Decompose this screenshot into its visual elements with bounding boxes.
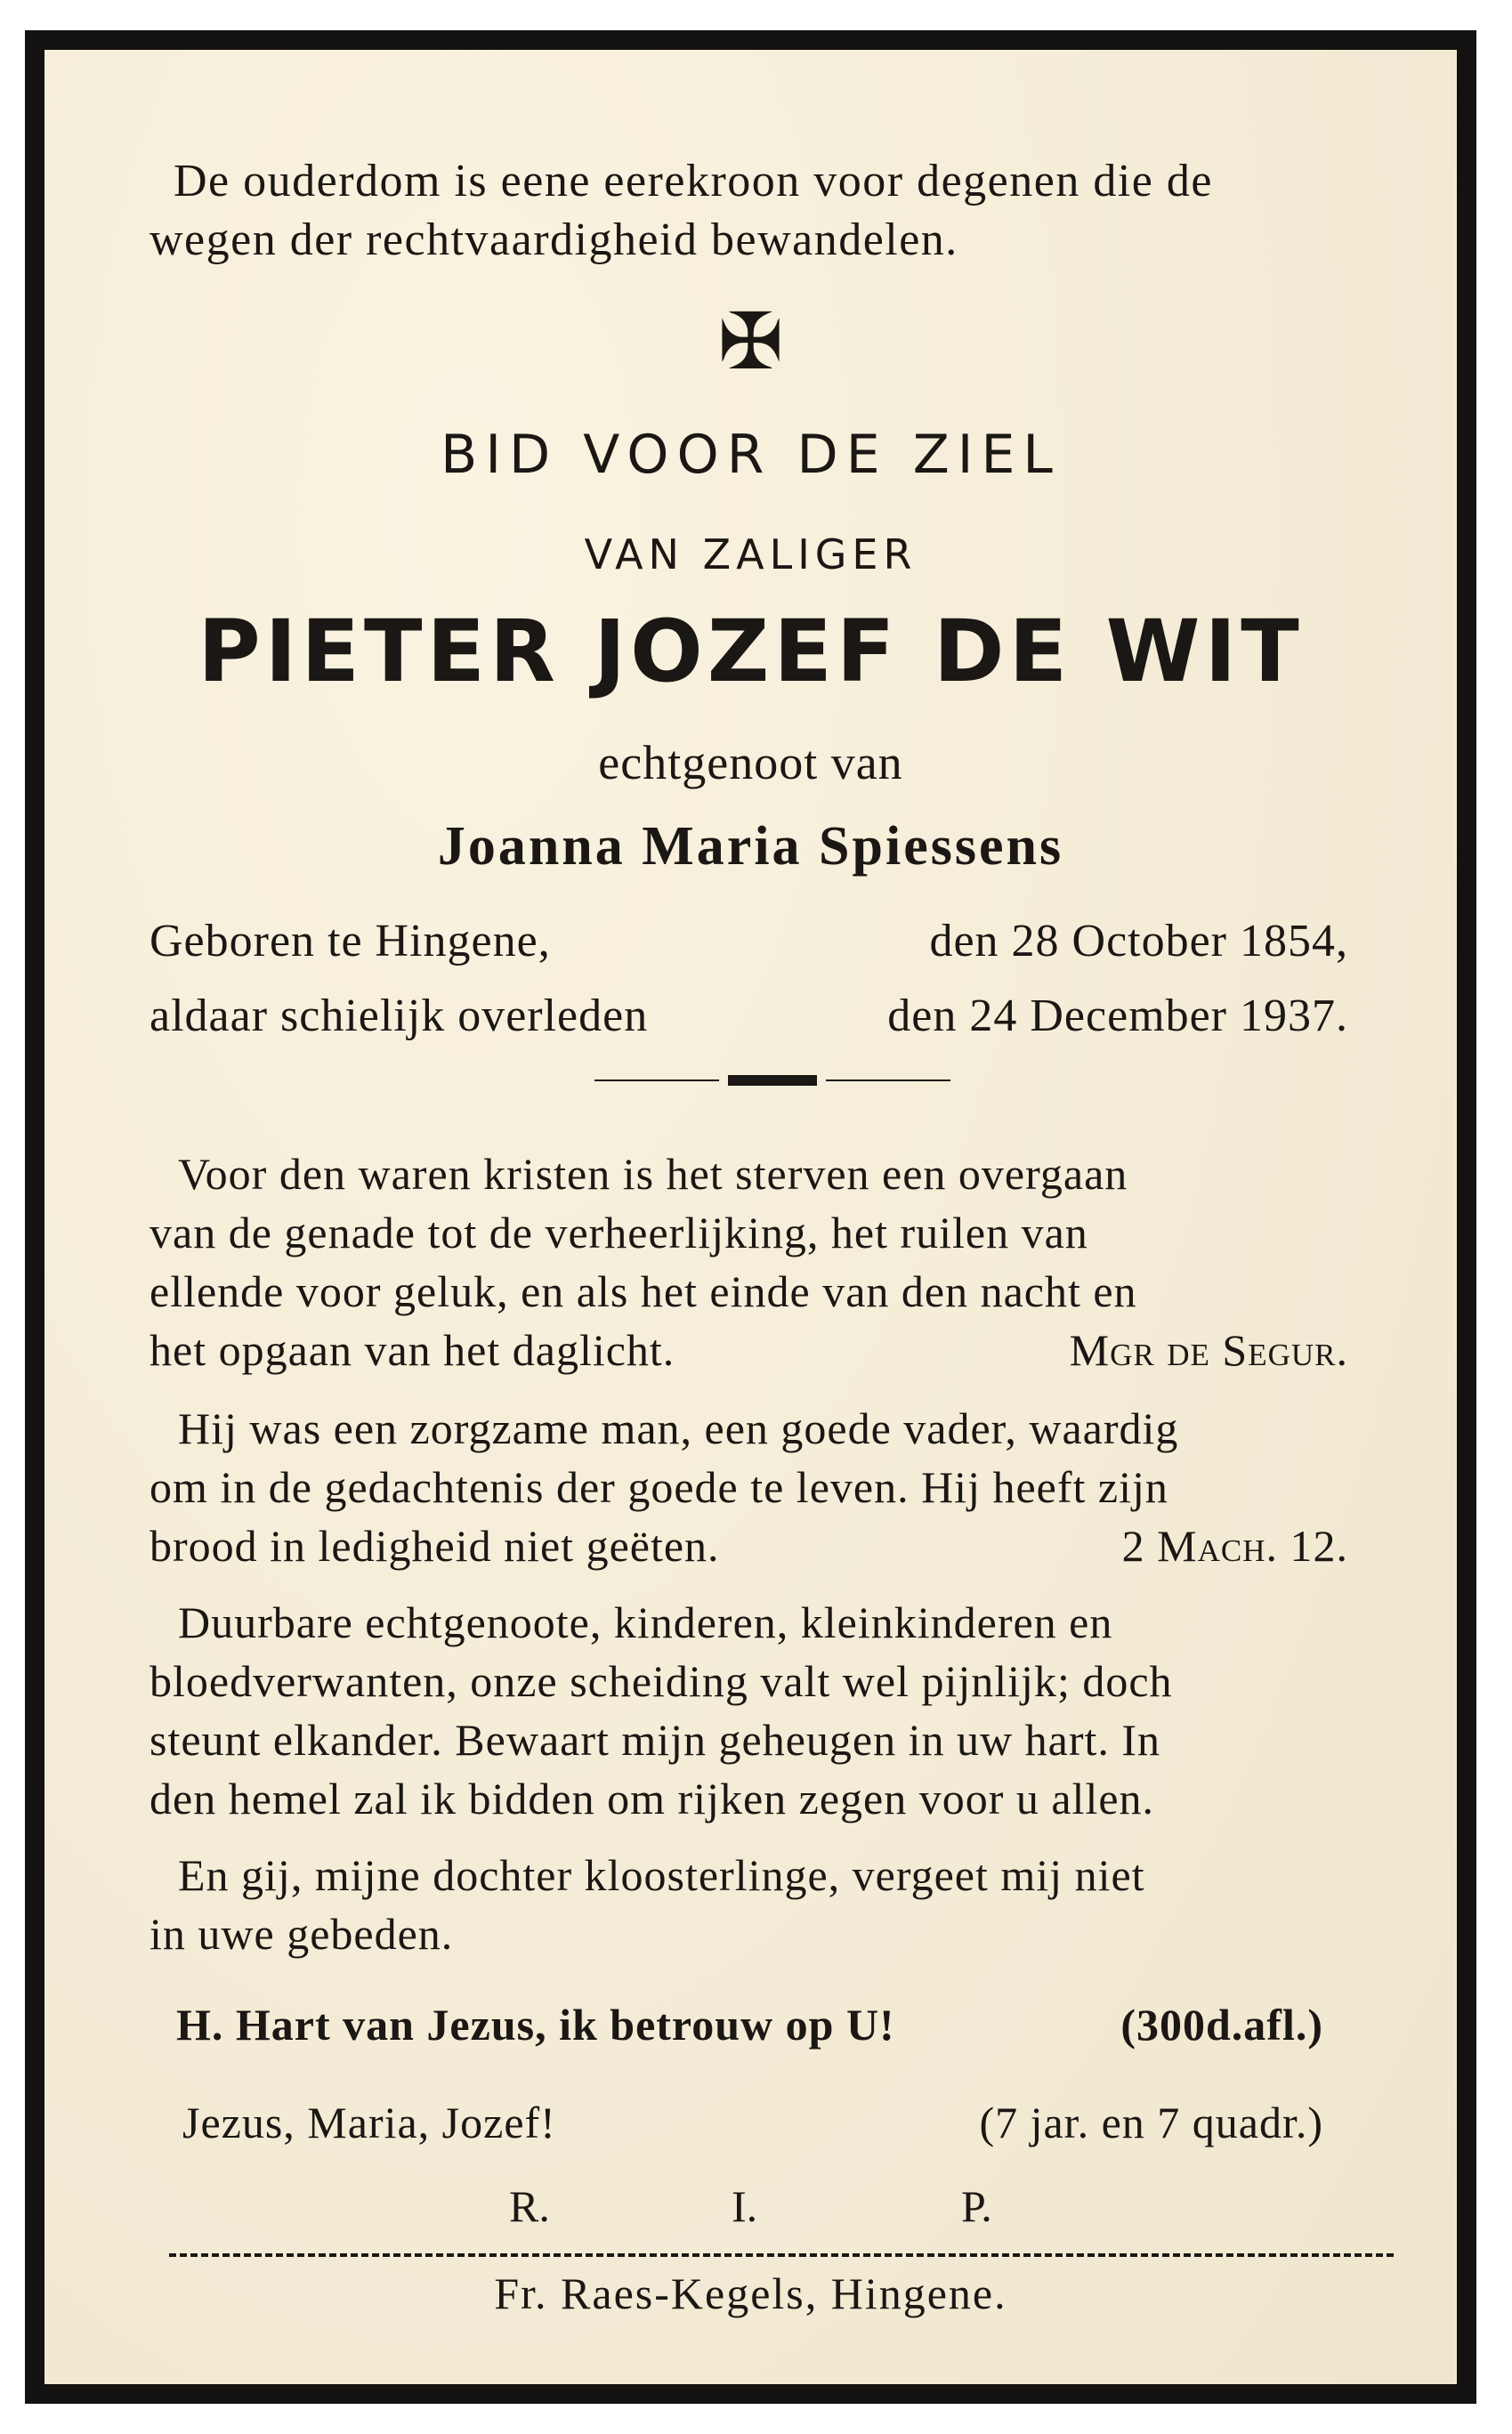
p1-line-3: ellende voor geluk, en als het einde van den nacht en bbox=[150, 1266, 1137, 1316]
p1-line-2: van de genade tot de verheerlijking, het ruilen van bbox=[150, 1208, 1088, 1257]
spouse-name: Joanna Maria Spiessens bbox=[437, 816, 1064, 877]
died-place: aldaar schielijk overleden bbox=[150, 991, 649, 1041]
ornament-divider bbox=[594, 1071, 950, 1089]
rip-r: R. bbox=[509, 2181, 550, 2231]
died-date: den 24 December 1937. bbox=[887, 991, 1348, 1041]
sacred-heart-indulgence: (300d.afl.) bbox=[1120, 2000, 1323, 2050]
p2-line-2: om in de gedachtenis der goede te leven. Hij heeft zijn bbox=[150, 1462, 1168, 1512]
rip-i: I. bbox=[732, 2181, 758, 2231]
born-date: den 28 October 1854, bbox=[929, 916, 1348, 966]
born-place: Geboren te Hingene, bbox=[150, 916, 551, 966]
p3-line-1: Duurbare echtgenoote, kinderen, kleinkinderen en bbox=[178, 1597, 1113, 1647]
p1-attribution: Mgr de Segur. bbox=[1069, 1325, 1348, 1375]
p4-line-1: En gij, mijne dochter kloosterlinge, vergeet mij niet bbox=[178, 1850, 1145, 1900]
cross-icon: ✠ bbox=[717, 300, 784, 386]
memorial-card bbox=[25, 30, 1476, 2404]
p1-line-1: Voor den waren kristen is het sterven een overgaan bbox=[178, 1149, 1128, 1199]
jmj-indulgence: (7 jar. en 7 quadr.) bbox=[979, 2098, 1323, 2147]
footer-rule bbox=[169, 2253, 1394, 2257]
printer-credit: Fr. Raes-Kegels, Hingene. bbox=[494, 2268, 1007, 2318]
rip-p: P. bbox=[961, 2181, 992, 2231]
p2-line-3: brood in ledigheid niet geëten. bbox=[150, 1521, 720, 1571]
p3-line-3: steunt elkander. Bewaart mijn geheugen in uw hart. In bbox=[150, 1715, 1161, 1765]
p4-line-2: in uwe gebeden. bbox=[150, 1909, 454, 1959]
sacred-heart-prayer: H. Hart van Jezus, ik betrouw op U! bbox=[176, 2000, 895, 2050]
p2-line-1: Hij was een zorgzame man, een goede vader, waardig bbox=[178, 1403, 1179, 1453]
motto-line-2: wegen der rechtvaardigheid bewandelen. bbox=[150, 214, 958, 265]
jmj-prayer: Jezus, Maria, Jozef! bbox=[182, 2098, 556, 2147]
p3-line-2: bloedverwanten, onze scheiding valt wel pijnlijk; doch bbox=[150, 1656, 1173, 1706]
card-paper bbox=[44, 50, 1457, 2384]
p3-line-4: den hemel zal ik bidden om rijken zegen voor u allen. bbox=[150, 1774, 1155, 1823]
p2-attribution: 2 Mach. 12. bbox=[1121, 1521, 1348, 1571]
p1-line-4: het opgaan van het daglicht. bbox=[150, 1325, 675, 1375]
motto-line-1: De ouderdom is eene eerekroon voor degenen die de bbox=[174, 156, 1213, 206]
of-blessed-heading: VAN ZALIGER bbox=[584, 530, 918, 578]
pray-heading: BID VOOR DE ZIEL bbox=[441, 424, 1061, 486]
spouse-label: echtgenoot van bbox=[598, 736, 903, 789]
deceased-name: PIETER JOZEF DE WIT bbox=[198, 602, 1304, 701]
